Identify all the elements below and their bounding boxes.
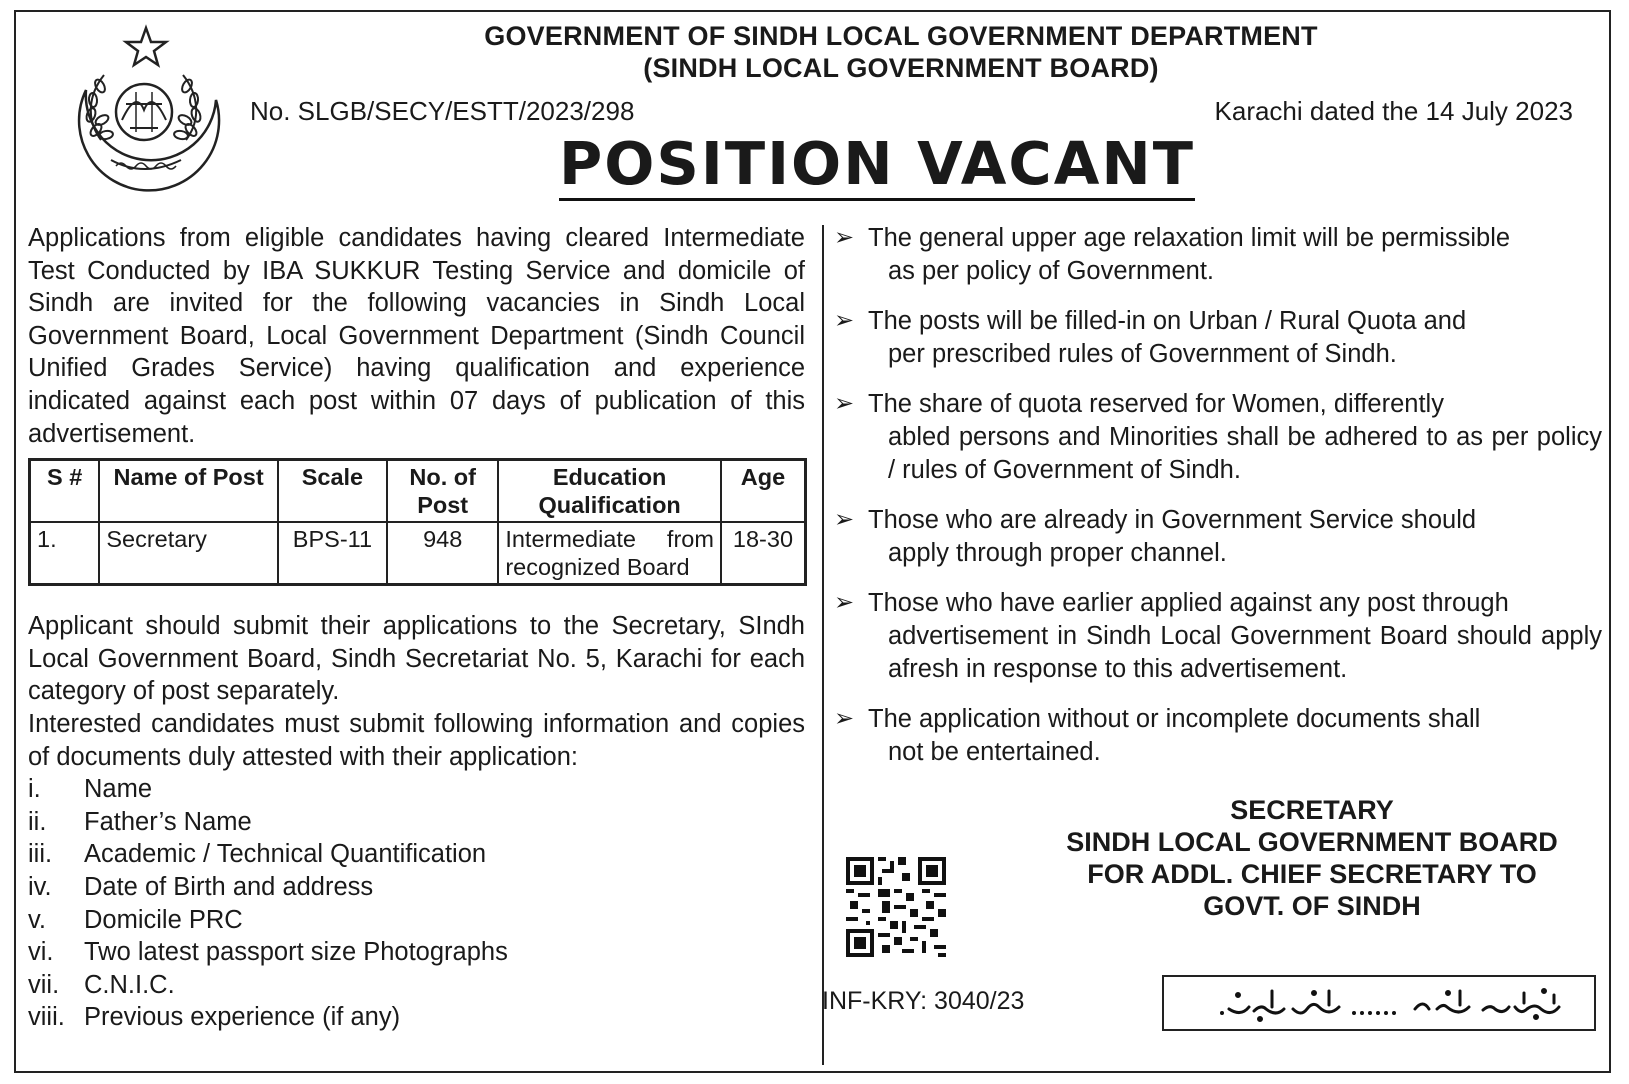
condition-text: The posts will be filled-in on Urban / Rural Quota and (868, 307, 1467, 336)
condition-text-cont: advertisement in Sindh Local Government Board should apply afresh in response to this advertisement. (888, 621, 1602, 683)
list-item-text: Previous experience (if any) (84, 1003, 401, 1032)
list-item (28, 871, 805, 904)
table-header-row (30, 460, 806, 523)
issue-date: Karachi dated the 14 July 2023 (1214, 96, 1573, 126)
list-item-text: Academic / Technical Quantification (84, 840, 487, 869)
condition-text: The application without or incomplete documents shall (868, 705, 1481, 734)
right-column (834, 222, 1602, 786)
column-divider (822, 225, 824, 1065)
signature-line3: FOR ADDL. CHIEF SECRETARY TO (1087, 859, 1537, 889)
list-item (28, 936, 805, 969)
list-item-number: viii. (28, 1003, 65, 1032)
list-item-number: ii. (28, 807, 47, 836)
list-item-text: Name (84, 775, 153, 804)
cell-post-count: 948 (387, 522, 498, 585)
arrow-bullet-icon: ➢ (834, 506, 855, 534)
inf-code: INF-KRY: 3040/23 (822, 987, 1025, 1015)
condition-item (834, 305, 1602, 370)
signature-line1: SECRETARY (1230, 795, 1394, 825)
signature-block (1026, 794, 1598, 922)
header-age: Age (721, 460, 806, 523)
condition-text-cont: abled persons and Minorities shall be adhered to as per policy / rules of Government of Sindh. (888, 422, 1602, 484)
arrow-bullet-icon: ➢ (834, 307, 855, 335)
cell-scale: BPS-11 (278, 522, 387, 585)
header-scale: Scale (278, 460, 387, 523)
condition-item (834, 388, 1602, 486)
documents-intro: Interested candidates must submit following information and copies of documents duly attested with their application: (28, 709, 805, 771)
condition-text-cont: as per policy of Government. (888, 256, 1214, 285)
cell-post-name: Secretary (99, 522, 278, 585)
list-item-number: vi. (28, 938, 54, 967)
signature-line2: SINDH LOCAL GOVERNMENT BOARD (1066, 827, 1558, 857)
list-item-number: vii. (28, 970, 60, 999)
condition-text: Those who are already in Government Service should (868, 506, 1477, 535)
list-item (28, 838, 805, 871)
list-item-text: C.N.I.C. (84, 970, 175, 999)
department-title-line2: (SINDH LOCAL GOVERNMENT BOARD) (643, 53, 1159, 83)
header-education: Education Qualification (498, 460, 721, 523)
headline: POSITION VACANT (559, 130, 1195, 201)
instructions (28, 610, 805, 1034)
list-item-number: i. (28, 775, 41, 804)
vacancy-table (28, 458, 807, 586)
condition-item (834, 222, 1602, 287)
header-serial: S # (30, 460, 100, 523)
sindhi-slogan-image (1162, 975, 1596, 1031)
documents-list (28, 773, 805, 1034)
list-item-number: iii. (28, 840, 53, 869)
list-item (28, 904, 805, 937)
list-item-number: iv. (28, 872, 52, 901)
condition-text-cont: per prescribed rules of Government of Sindh. (888, 339, 1397, 368)
condition-item (834, 703, 1602, 768)
condition-text-cont: apply through proper channel. (888, 538, 1227, 567)
condition-text: Those who have earlier applied against any post through (868, 589, 1509, 618)
advertisement-page (14, 10, 1611, 1073)
condition-item (834, 504, 1602, 569)
list-item-text: Father’s Name (84, 807, 252, 836)
department-title-line1: GOVERNMENT OF SINDH LOCAL GOVERNMENT DEPARTMENT (484, 21, 1318, 51)
list-item-text: Date of Birth and address (84, 872, 374, 901)
arrow-bullet-icon: ➢ (834, 224, 855, 251)
qr-code-icon (846, 857, 946, 957)
government-of-sindh-seal-icon (56, 20, 231, 195)
arrow-bullet-icon: ➢ (834, 589, 855, 617)
cell-serial: 1. (30, 522, 100, 585)
list-item-number: v. (28, 905, 46, 934)
list-item-text: Domicile PRC (84, 905, 243, 934)
list-item (28, 969, 805, 1002)
arrow-bullet-icon: ➢ (834, 705, 855, 733)
intro-paragraph: Applications from eligible candidates having cleared Intermediate Test Conducted by IBA SUKKUR Testing Service and domicile of Sindh are invited for the following vacancies in Sindh Local Government Board, Local Government Department (Sindh Council Unified Grades Service) having qualification and experience indicated against each post within 07 days of publication of this advertisement. (28, 224, 805, 448)
cell-age: 18-30 (721, 522, 806, 585)
header-post-count: No. of Post (387, 460, 498, 523)
submission-paragraph: Applicant should submit their applications to the Secretary, SIndh Local Government Board, Sindh Secretariat No. 5, Karachi for each category of post separately. (28, 612, 805, 706)
signature-line4: GOVT. OF SINDH (1203, 891, 1421, 921)
condition-text: The general upper age relaxation limit will be permissible (868, 224, 1511, 252)
condition-text-cont: not be entertained. (888, 737, 1101, 766)
left-column (28, 222, 805, 1034)
cell-education: Intermediate from recognized Board (498, 522, 721, 585)
reference-number: No. SLGB/SECY/ESTT/2023/298 (250, 96, 635, 126)
condition-text: The share of quota reserved for Women, differently (868, 390, 1444, 419)
header-post-name: Name of Post (99, 460, 278, 523)
table-row (30, 522, 806, 585)
arrow-bullet-icon: ➢ (834, 390, 855, 418)
department-title (266, 20, 1536, 84)
list-item (28, 1001, 805, 1034)
list-item (28, 806, 805, 839)
list-item (28, 773, 805, 806)
list-item-text: Two latest passport size Photographs (84, 938, 508, 967)
condition-item (834, 587, 1602, 685)
